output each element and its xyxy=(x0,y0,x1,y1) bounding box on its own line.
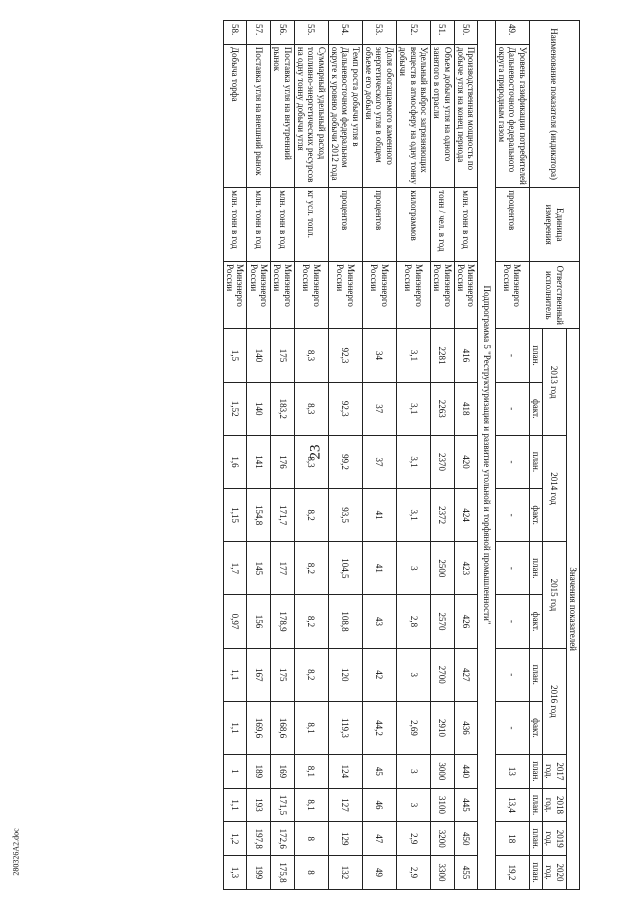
value-cell: 1,15 xyxy=(223,489,247,542)
responsible-cell: Минэнерго России xyxy=(328,262,362,329)
unit-cell: килограммов xyxy=(396,188,430,262)
value-cell: 104,5 xyxy=(328,542,362,595)
value-cell: 1,7 xyxy=(223,542,247,595)
header-plan: план. xyxy=(529,856,542,890)
value-cell: 3300 xyxy=(430,856,454,890)
value-cell: 3100 xyxy=(430,788,454,822)
value-cell: 92,3 xyxy=(328,329,362,382)
subprogram-row xyxy=(478,21,495,890)
value-cell: 1,3 xyxy=(223,856,247,890)
value-cell: 183,2 xyxy=(271,382,295,435)
header-fact: факт. xyxy=(529,382,542,435)
subprogram-title: Подпрограмма 5 "Реструктуризация и развитие угольной и торфяной промышленности" xyxy=(478,21,495,890)
value-cell: 8 xyxy=(294,856,328,890)
responsible-cell: Минэнерго России xyxy=(271,262,295,329)
value-cell: 8,2 xyxy=(294,648,328,701)
value-cell: 172,6 xyxy=(271,822,295,856)
value-cell: 8,3 xyxy=(294,435,328,488)
value-cell: 171,7 xyxy=(271,489,295,542)
indicator-name: Поставка угля на внешний рынок xyxy=(247,44,271,187)
value-cell: 127 xyxy=(328,788,362,822)
responsible-cell: Минэнерго России xyxy=(223,262,247,329)
responsible-cell: Минэнерго России xyxy=(495,262,529,329)
value-cell: 2281 xyxy=(430,329,454,382)
value-cell: 8,1 xyxy=(294,701,328,754)
row-number: 56. xyxy=(271,21,295,45)
value-cell: 1,1 xyxy=(223,648,247,701)
value-cell: 2700 xyxy=(430,648,454,701)
value-cell: 8,3 xyxy=(294,382,328,435)
table-row xyxy=(247,21,271,890)
value-cell: 140 xyxy=(247,329,271,382)
row-number: 55. xyxy=(294,21,328,45)
value-cell: 2263 xyxy=(430,382,454,435)
unit-cell: млн. тонн в год xyxy=(454,188,478,262)
indicators-table xyxy=(223,20,580,890)
value-cell: 197,8 xyxy=(247,822,271,856)
value-cell: 175 xyxy=(271,648,295,701)
header-plan: план. xyxy=(529,542,542,595)
value-cell: 175 xyxy=(271,329,295,382)
value-cell: 167 xyxy=(247,648,271,701)
value-cell: 0,97 xyxy=(223,595,247,648)
value-cell: 2,9 xyxy=(396,822,430,856)
value-cell: - xyxy=(495,701,529,754)
header-plan: план. xyxy=(529,822,542,856)
table-row xyxy=(495,21,529,890)
value-cell: 46 xyxy=(362,788,396,822)
document-code: 280326A2.doc xyxy=(11,828,21,876)
unit-cell: млн. тонн в год xyxy=(223,188,247,262)
value-cell: 8,2 xyxy=(294,595,328,648)
value-cell: 8,1 xyxy=(294,755,328,789)
value-cell: 175,8 xyxy=(271,856,295,890)
row-number: 50. xyxy=(454,21,478,45)
value-cell: 436 xyxy=(454,701,478,754)
value-cell: 13 xyxy=(495,755,529,789)
header-unit: Единица измерения xyxy=(529,188,579,262)
value-cell: 427 xyxy=(454,648,478,701)
page-number: 23 xyxy=(307,444,324,460)
value-cell: 420 xyxy=(454,435,478,488)
row-number: 58. xyxy=(223,21,247,45)
value-cell: 18 xyxy=(495,822,529,856)
indicator-name: Объем добычи угля на одного занятого в отрасли xyxy=(430,44,454,187)
header-fact: факт. xyxy=(529,595,542,648)
header-plan: план. xyxy=(529,435,542,488)
value-cell: 168,6 xyxy=(271,701,295,754)
table-row xyxy=(396,21,430,890)
value-cell: 3 xyxy=(396,542,430,595)
value-cell: 1,2 xyxy=(223,822,247,856)
value-cell: 423 xyxy=(454,542,478,595)
value-cell: 45 xyxy=(362,755,396,789)
value-cell: 1,52 xyxy=(223,382,247,435)
value-cell: 169,6 xyxy=(247,701,271,754)
value-cell: 145 xyxy=(247,542,271,595)
header-fact: факт. xyxy=(529,489,542,542)
value-cell: 2,9 xyxy=(396,856,430,890)
value-cell: 140 xyxy=(247,382,271,435)
value-cell: 44,2 xyxy=(362,701,396,754)
value-cell: 3,1 xyxy=(396,382,430,435)
value-cell: 141 xyxy=(247,435,271,488)
header-plan: план. xyxy=(529,648,542,701)
value-cell: 3 xyxy=(396,648,430,701)
value-cell: 108,8 xyxy=(328,595,362,648)
unit-cell: процентов xyxy=(362,188,396,262)
value-cell: 1,1 xyxy=(223,788,247,822)
table-row xyxy=(271,21,295,890)
value-cell: 445 xyxy=(454,788,478,822)
value-cell: 124 xyxy=(328,755,362,789)
value-cell: 1,6 xyxy=(223,435,247,488)
value-cell: 19,2 xyxy=(495,856,529,890)
value-cell: 455 xyxy=(454,856,478,890)
header-year-2017: 2017 год. xyxy=(542,755,566,789)
value-cell: 119,3 xyxy=(328,701,362,754)
table-row xyxy=(430,21,454,890)
header-fact: факт. xyxy=(529,701,542,754)
indicator-name: Доля обогащаемого каменного энергетического угля в общем объеме его добычи xyxy=(362,44,396,187)
responsible-cell: Минэнерго России xyxy=(294,262,328,329)
value-cell: 177 xyxy=(271,542,295,595)
responsible-cell: Минэнерго России xyxy=(247,262,271,329)
value-cell: 156 xyxy=(247,595,271,648)
header-year-2013: 2013 год xyxy=(542,329,566,435)
header-year-2016: 2016 год xyxy=(542,648,566,754)
value-cell: 120 xyxy=(328,648,362,701)
value-cell: 93,5 xyxy=(328,489,362,542)
header-plan: план. xyxy=(529,788,542,822)
header-year-2019: 2019 год. xyxy=(542,822,566,856)
value-cell: 199 xyxy=(247,856,271,890)
value-cell: 34 xyxy=(362,329,396,382)
value-cell: - xyxy=(495,329,529,382)
value-cell: 154,8 xyxy=(247,489,271,542)
table-row xyxy=(294,21,328,890)
unit-cell: млн. тонн в год xyxy=(271,188,295,262)
value-cell: - xyxy=(495,542,529,595)
value-cell: 193 xyxy=(247,788,271,822)
header-indicator-name: Наименование показателя (индикатора) xyxy=(529,21,579,188)
row-number: 51. xyxy=(430,21,454,45)
unit-cell: кг усл. топл. xyxy=(294,188,328,262)
value-cell: 2372 xyxy=(430,489,454,542)
value-cell: 2,8 xyxy=(396,595,430,648)
indicator-name: Поставка угля на внутренний рынок xyxy=(271,44,295,187)
value-cell: 3000 xyxy=(430,755,454,789)
value-cell: 8,1 xyxy=(294,788,328,822)
header-year-2020: 2020 год. xyxy=(542,856,566,890)
value-cell: 418 xyxy=(454,382,478,435)
indicator-name: Уровень газификации потребителей Дальневосточного федерального округа природным газом xyxy=(495,44,529,187)
value-cell: 171,5 xyxy=(271,788,295,822)
value-cell: 416 xyxy=(454,329,478,382)
value-cell: - xyxy=(495,382,529,435)
value-cell: 1,5 xyxy=(223,329,247,382)
header-year-2015: 2015 год xyxy=(542,542,566,648)
row-number: 54. xyxy=(328,21,362,45)
value-cell: 189 xyxy=(247,755,271,789)
value-cell: 2370 xyxy=(430,435,454,488)
table-body xyxy=(223,21,529,890)
row-number: 49. xyxy=(495,21,529,45)
value-cell: 440 xyxy=(454,755,478,789)
value-cell: 132 xyxy=(328,856,362,890)
value-cell: - xyxy=(495,489,529,542)
value-cell: - xyxy=(495,435,529,488)
value-cell: 3,1 xyxy=(396,489,430,542)
responsible-cell: Минэнерго России xyxy=(430,262,454,329)
value-cell: 2500 xyxy=(430,542,454,595)
value-cell: 3,1 xyxy=(396,329,430,382)
table-row xyxy=(223,21,247,890)
value-cell: 49 xyxy=(362,856,396,890)
rotated-table-area xyxy=(110,20,580,890)
value-cell: 37 xyxy=(362,435,396,488)
value-cell: 42 xyxy=(362,648,396,701)
value-cell: 8 xyxy=(294,822,328,856)
header-plan: план. xyxy=(529,755,542,789)
unit-cell: тонн / чел. в год xyxy=(430,188,454,262)
row-number: 57. xyxy=(247,21,271,45)
header-responsible: Ответственный исполнитель xyxy=(529,262,579,329)
value-cell: 13,4 xyxy=(495,788,529,822)
value-cell: - xyxy=(495,595,529,648)
value-cell: - xyxy=(495,648,529,701)
value-cell: 424 xyxy=(454,489,478,542)
value-cell: 1 xyxy=(223,755,247,789)
value-cell: 8,3 xyxy=(294,329,328,382)
value-cell: 1,1 xyxy=(223,701,247,754)
responsible-cell: Минэнерго России xyxy=(362,262,396,329)
responsible-cell: Минэнерго России xyxy=(396,262,430,329)
value-cell: 450 xyxy=(454,822,478,856)
value-cell: 169 xyxy=(271,755,295,789)
table-row xyxy=(328,21,362,890)
table-row xyxy=(454,21,478,890)
value-cell: 178,9 xyxy=(271,595,295,648)
value-cell: 3 xyxy=(396,788,430,822)
indicator-name: Суммарный удельный расход топливно-энергетических ресурсов на одну тонну добычи угля xyxy=(294,44,328,187)
indicator-name: Темп роста добычи угля в Дальневосточном федеральном округе к уровню добычи 2012 года xyxy=(328,44,362,187)
indicator-name: Добыча торфа xyxy=(223,44,247,187)
header-year-2014: 2014 год xyxy=(542,435,566,541)
header-plan: план. xyxy=(529,329,542,382)
value-cell: 3 xyxy=(396,755,430,789)
indicator-name: Удельный выброс загрязняющих веществ в атмосферу на одну тонну добычи xyxy=(396,44,430,187)
indicator-name: Производственная мощность по добыче угля на конец периода xyxy=(454,44,478,187)
value-cell: 3,1 xyxy=(396,435,430,488)
value-cell: 41 xyxy=(362,542,396,595)
unit-cell: млн. тонн в год xyxy=(247,188,271,262)
value-cell: 47 xyxy=(362,822,396,856)
value-cell: 2,69 xyxy=(396,701,430,754)
unit-cell: процентов xyxy=(328,188,362,262)
value-cell: 92,3 xyxy=(328,382,362,435)
unit-cell: процентов xyxy=(495,188,529,262)
value-cell: 129 xyxy=(328,822,362,856)
value-cell: 2910 xyxy=(430,701,454,754)
value-cell: 41 xyxy=(362,489,396,542)
row-number: 53. xyxy=(362,21,396,45)
value-cell: 3200 xyxy=(430,822,454,856)
header-year-2018: 2018 год. xyxy=(542,788,566,822)
row-number: 52. xyxy=(396,21,430,45)
header-values: Значения показателей xyxy=(566,329,579,890)
value-cell: 8,2 xyxy=(294,489,328,542)
value-cell: 99,2 xyxy=(328,435,362,488)
value-cell: 2570 xyxy=(430,595,454,648)
table-row xyxy=(362,21,396,890)
responsible-cell: Минэнерго России xyxy=(454,262,478,329)
value-cell: 426 xyxy=(454,595,478,648)
value-cell: 8,2 xyxy=(294,542,328,595)
value-cell: 43 xyxy=(362,595,396,648)
value-cell: 176 xyxy=(271,435,295,488)
value-cell: 37 xyxy=(362,382,396,435)
